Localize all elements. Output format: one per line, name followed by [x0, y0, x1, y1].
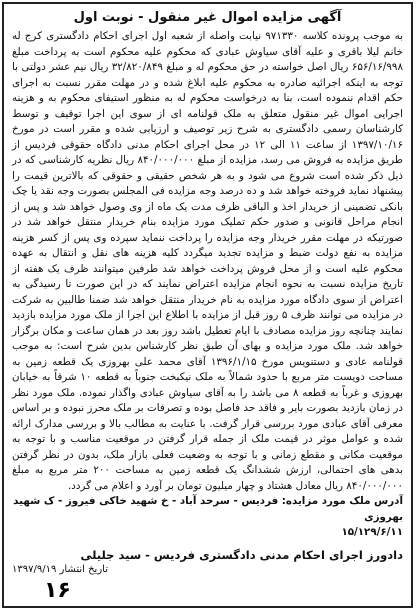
handwritten-number: ۱۶	[44, 578, 71, 603]
notice-paragraph: به موجب پرونده کلاسه ۹۷۱۳۳۰ نیابت واصله از شعبه اول اجرای احکام دادگستری کرج له خانم لیلا باقری و علیه آقای سیاوش عبادی که محکوم علیه محکوم است به پرداخت مبلغ ۶۵۶/۱۶/۹۹۸ ریال اصل خواسته در حق محکوم له و مبلغ ۳۲/۸۲۰/۸۴۹ ریال نیم عشر دولتی با توجه به اینکه اجرائیه صادره به محکوم علیه ابلاغ شده و در مهلت مقرر نسبت به اجرای حکم اقدام ننموده است، بنا به درخواست محکوم له به منظور استیفای محکوم به و هزینه اجرایی اموال غیر منقول متعلق به ملک قولنامه ای از سوی این اجرا توقیف و توسط کارشناسان رسمی دادگستری به شرح زیر توصیف و ارزیابی شده و مقرر است در مورخ ۱۳۹۷/۱۰/۱۶ از ساعت ۱۱ الی ۱۲ در محل اجرای احکام مدنی دادگاه حقوقی فردیس از طریق مزایده به فروش می رسد، مزایده از مبلغ ۸۴۰/۰۰۰/۰۰۰ ریال نظریه کارشناسی که در ذیل ذکر شده است شروع می شود و به هر شخص حقیقی و حقوقی که بالاترین قیمت را پیشنهاد نماید فروخته خواهد شد و ده درصد وجه مزایده فی المجلس بصورت وجه نقد یا چک بانکی تضمینی از خریدار اخذ و الباقی ظرف مدت یک ماه از وی وصول خواهد شد و پس از انجام مراحل قانونی و صدور حکم تملیک مورد مزایده بنام خریدار منتقل خواهد شد در صورتیکه در مهلت مقرر خریدار وجه مزایده را پرداخت ننماید سپرده وی پس از کسر هزینه مزایده به نفع دولت ضبط و مزایده تجدید میگردد کلیه هزینه های نقل و انتقال به عهده محکوم علیه است و از محل فروش پرداخت خواهد شد طرفین میتوانند ظرف یک هفته از تاریخ مزایده نسبت به نحوه انجام مزایده اعتراض نمایند که در این صورت تا رسیدگی به اعتراض از سوی دادگاه مورد مزایده به نام خریدار منتقل خواهد شد ضمنا طالبین به شرکت در مزایده می توانند ظرف ۵ روز قبل از مزایده با اطلاع این اجرا از ملک مورد مزایده بازدید نمایند چنانچه روز مزایده مصادف با ایام تعطیل باشد روز بعد در همان ساعت و مکان برگزار خواهد شد. ملک مورد مزایده و بهای آن طبق نظر کارشناس بدین شرح است: به موجب قولنامه عادی و دستنویس مورخ ۱۳۹۶/۱/۱۵ آقای محمد علی بهروزی یک قطعه زمین به مساحت دویست متر مربع با حدود شمالاً به ملک نیکبخت جنوباً به قطعه ۱۰ شرقاً به خیابان بهروزی و غرباً به قطعه ۸ می باشد را به آقای سیاوش عبادی واگذار نموده. ملک مورد نظر در زمان بازدید بصورت بایر و فاقد حد فاصل بوده و تصرفات بر ملک محرز نبوده و بر اساس معرفی آقای عبادی مورد بررسی قرار گرفت. با عنایت به مطالب بالا و بررسی مدارک ارائه شده و عوامل موثر در قیمت ملک از جمله قرار گرفتن در موقعیت مناسب و با توجه به موقعیت مکانی و مقطع زمانی و با توجه به وضعیت فعلی بازار ملک، بدون در نظر گرفتن بدهی های احتمالی، ارزش ششدانگ یک قطعه زمین به مساحت ۲۰۰ متر مربع به مبلغ ۸۴۰/۰۰۰/۰۰۰ ریال معادل هشتاد و چهار میلیون تومان بر آورد و اعلام می گردد.	[12, 30, 404, 492]
notice-footer	[4, 548, 411, 606]
property-address: آدرس ملک مورد مزایده: فردیس - سرحد آباد - خ شهید خاکی فیروز - ک شهید بهروزی	[13, 495, 403, 523]
publish-date	[12, 564, 108, 575]
publish-date-value: ۱۳۹۷/۹/۱۹	[12, 564, 57, 575]
publish-date-label: تاریخ انتشار	[59, 564, 108, 575]
case-number: ۱۵/۱۲۹/۶/۱۱	[341, 526, 403, 538]
auction-notice	[2, 2, 413, 608]
notice-title: آگهی مزایده اموال غیر منقول - نوبت اول	[73, 10, 342, 25]
notice-body	[4, 29, 411, 494]
signature: دادورز اجرای احکام مدنی دادگستری فردیس - سید جلیلی	[80, 548, 403, 562]
